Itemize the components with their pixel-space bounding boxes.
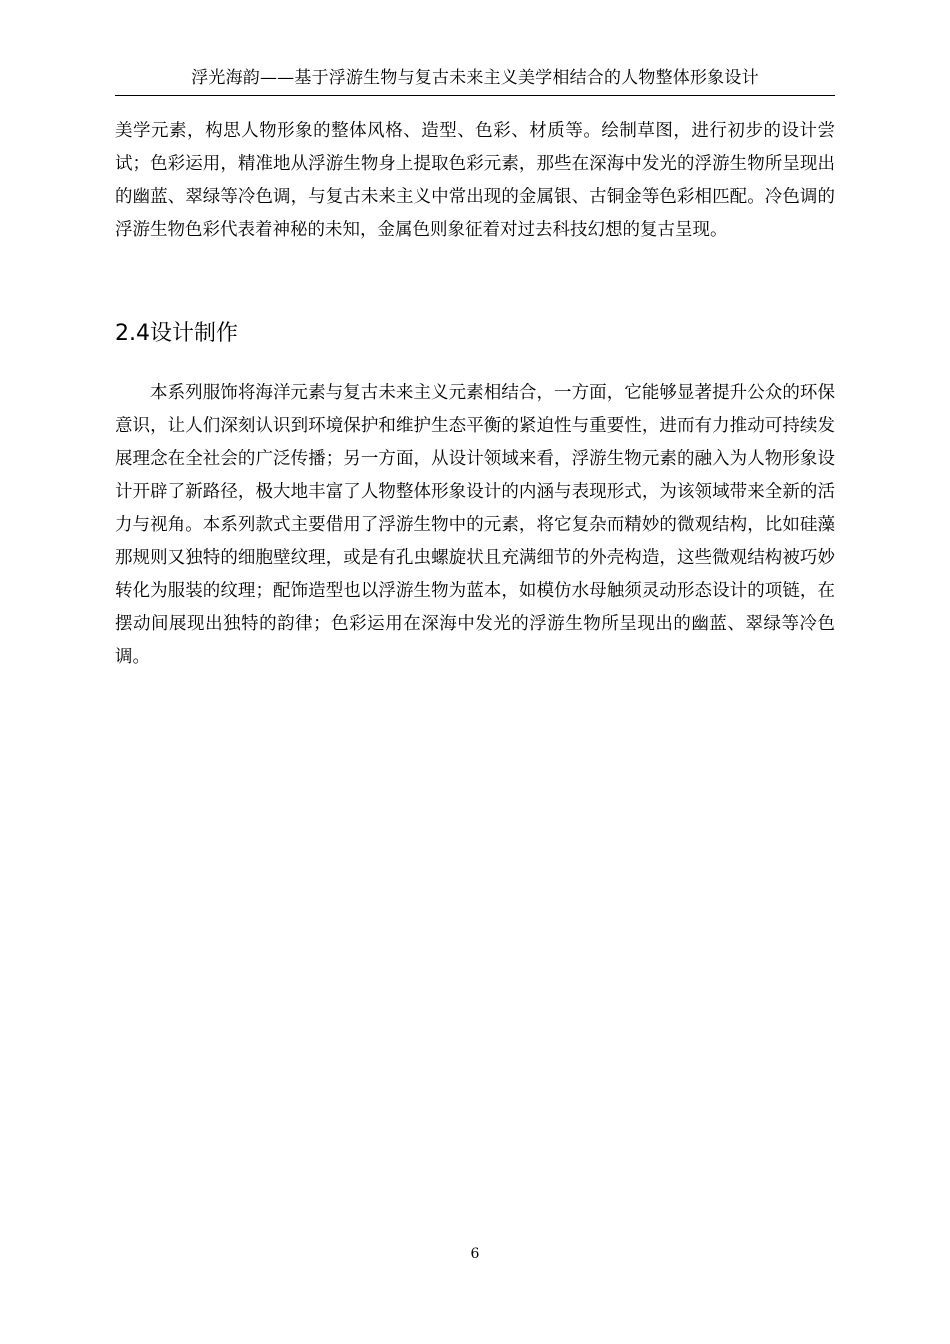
body-paragraph-1: 美学元素，构思人物形象的整体风格、造型、色彩、材质等。绘制草图，进行初步的设计尝试；色彩运用，精准地从浮游生物身上提取色彩元素，那些在深海中发光的浮游生物所呈现出的幽蓝、翠绿等冷色调，与复古未来主义中常出现的金属银、古铜金等色彩相匹配。冷色调的浮游生物色彩代表着神秘的未知，金属色则象征着对过去科技幻想的复古呈现。	[115, 121, 835, 240]
header-divider	[115, 95, 835, 96]
body-paragraph-2: 本系列服饰将海洋元素与复古未来主义元素相结合，一方面，它能够显著提升公众的环保意识，让人们深刻认识到环境保护和维护生态平衡的紧迫性与重要性，进而有力推动可持续发展理念在全社会的广泛传播；另一方面，从设计领域来看，浮游生物元素的融入为人物形象设计开辟了新路径，极大地丰富了人物整体形象设计的内涵与表现形式，为该领域带来全新的活力与视角。本系列款式主要借用了浮游生物中的元素，将它复杂而精妙的微观结构，比如硅藻那规则又独特的细胞壁纹理，或是有孔虫螺旋状且充满细节的外壳构造，这些微观结构被巧妙转化为服装的纹理；配饰造型也以浮游生物为蓝本，如模仿水母触须灵动形态设计的项链，在摆动间展现出独特的韵律；色彩运用在深海中发光的浮游生物所呈现出的幽蓝、翠绿等冷色调。	[115, 383, 835, 667]
page-number: 6	[470, 1246, 480, 1262]
running-header-title: 浮光海韵——基于浮游生物与复古未来主义美学相结合的人物整体形象设计	[191, 68, 759, 88]
section-heading: 2.4设计制作	[115, 321, 238, 346]
